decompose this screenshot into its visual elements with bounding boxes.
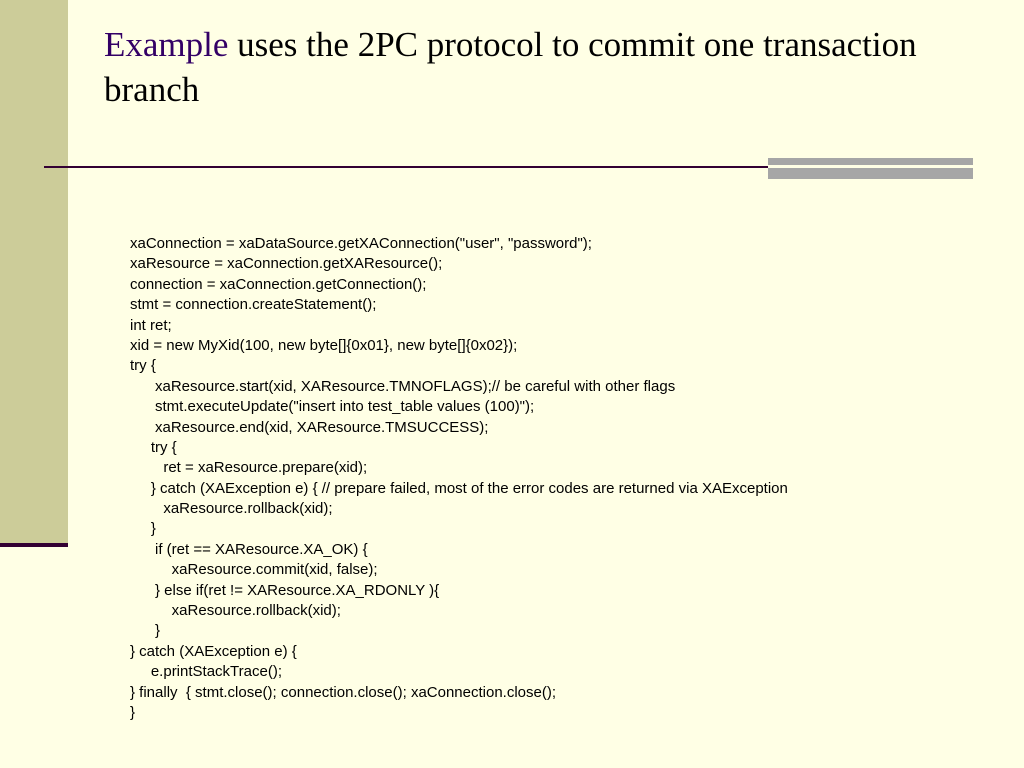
code-line: try { [130, 438, 177, 456]
code-line: } [130, 520, 156, 538]
code-line: xid = new MyXid(100, new byte[]{0x01}, new byte[]{0x02}); [130, 336, 518, 354]
code-line: xaConnection = xaDataSource.getXAConnection("user", "password"); [130, 235, 592, 252]
title-divider-line [44, 166, 769, 168]
slide-title [104, 22, 984, 112]
code-line: xaResource.start(xid, XAResource.TMNOFLAGS);// be careful with other flags [130, 377, 676, 395]
title-divider-block-gap [768, 165, 973, 168]
code-line: xaResource.rollback(xid); [130, 500, 333, 518]
code-line: } [130, 622, 161, 640]
code-line: stmt.executeUpdate("insert into test_table values (100)"); [130, 398, 535, 416]
code-line: } catch (XAException e) { // prepare failed, most of the error codes are returned via XAException [130, 479, 788, 497]
code-line: ret = xaResource.prepare(xid); [130, 459, 368, 477]
code-line: } finally { stmt.close(); connection.close(); xaConnection.close(); [130, 683, 557, 701]
code-line: connection = xaConnection.getConnection(); [130, 275, 427, 293]
code-line: xaResource.rollback(xid); [130, 602, 341, 620]
title-text: uses the 2PC protocol to commit one transaction branch [104, 25, 917, 109]
code-line: if (ret == XAResource.XA_OK) { [130, 540, 368, 558]
code-line: stmt = connection.createStatement(); [130, 296, 377, 314]
code-listing [130, 234, 990, 723]
code-line: int ret; [130, 316, 172, 334]
code-line: xaResource.end(xid, XAResource.TMSUCCESS); [130, 418, 489, 436]
title-accent-word: Example [104, 25, 229, 64]
code-line: e.printStackTrace(); [130, 663, 282, 681]
left-sidebar-rule [0, 543, 68, 547]
code-line: xaResource.commit(xid, false); [130, 561, 378, 579]
code-line: } catch (XAException e) { [130, 642, 297, 660]
code-line: } else if(ret != XAResource.XA_RDONLY ){ [130, 581, 440, 599]
title-divider-block [768, 158, 973, 179]
code-line: } [130, 703, 136, 721]
code-line: try { [130, 357, 156, 375]
code-line: xaResource = xaConnection.getXAResource(); [130, 255, 443, 273]
left-sidebar-bar [0, 0, 68, 545]
